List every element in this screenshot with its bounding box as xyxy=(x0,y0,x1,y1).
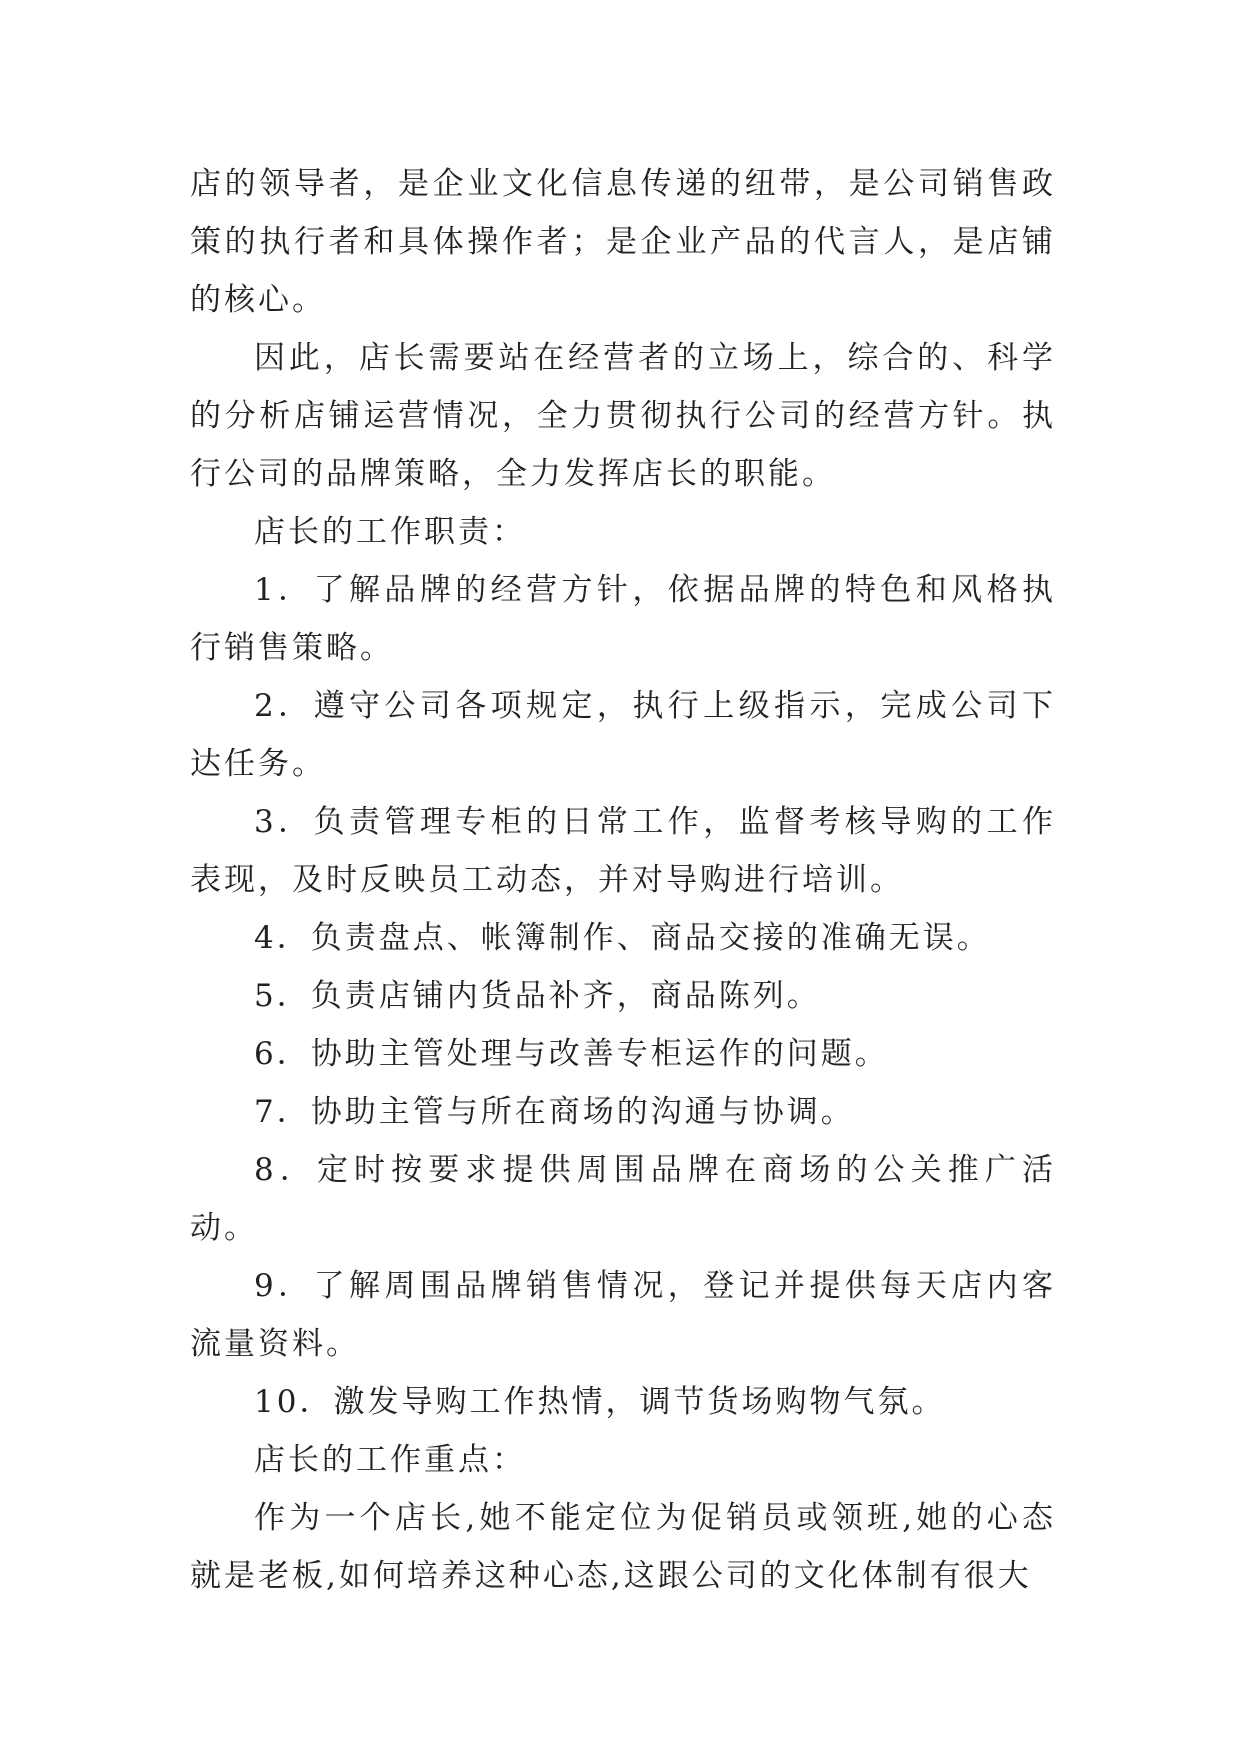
duty-item-1: 1．了解品牌的经营方针，依据品牌的特色和风格执行销售策略。 xyxy=(190,572,1056,666)
duty-item-4: 4．负责盘点、帐簿制作、商品交接的准确无误。 xyxy=(254,920,991,956)
duty-item-3: 3．负责管理专柜的日常工作，监督考核导购的工作表现，及时反映员工动态，并对导购进行培训。 xyxy=(190,804,1056,898)
duty-item-6: 6．协助主管处理与改善专柜运作的问题。 xyxy=(254,1036,889,1072)
paragraph-intro-continued: 店的领导者，是企业文化信息传递的纽带，是公司销售政策的执行者和具体操作者；是企业产品的代言人，是店铺的核心。 xyxy=(190,166,1056,318)
duty-item-7: 7．协助主管与所在商场的沟通与协调。 xyxy=(254,1094,855,1130)
duty-item-2: 2．遵守公司各项规定，执行上级指示，完成公司下达任务。 xyxy=(190,688,1056,782)
paragraph-therefore: 因此，店长需要站在经营者的立场上，综合的、科学的分析店铺运营情况，全力贯彻执行公司的经营方针。执行公司的品牌策略，全力发挥店长的职能。 xyxy=(190,340,1056,492)
paragraph-focus: 作为一个店长,她不能定位为促销员或领班,她的心态就是老板,如何培养这种心态,这跟公司的文化体制有很大 xyxy=(190,1500,1056,1594)
document-body xyxy=(190,155,1056,1605)
duty-item-8: 8．定时按要求提供周围品牌在商场的公关推广活动。 xyxy=(190,1152,1056,1246)
duty-item-5: 5．负责店铺内货品补齐，商品陈列。 xyxy=(254,978,821,1014)
heading-focus: 店长的工作重点： xyxy=(254,1442,526,1478)
duty-item-10: 10．激发导购工作热情，调节货场购物气氛。 xyxy=(254,1384,946,1420)
duty-item-9: 9．了解周围品牌销售情况，登记并提供每天店内客流量资料。 xyxy=(190,1268,1056,1362)
heading-duties: 店长的工作职责： xyxy=(254,514,526,550)
